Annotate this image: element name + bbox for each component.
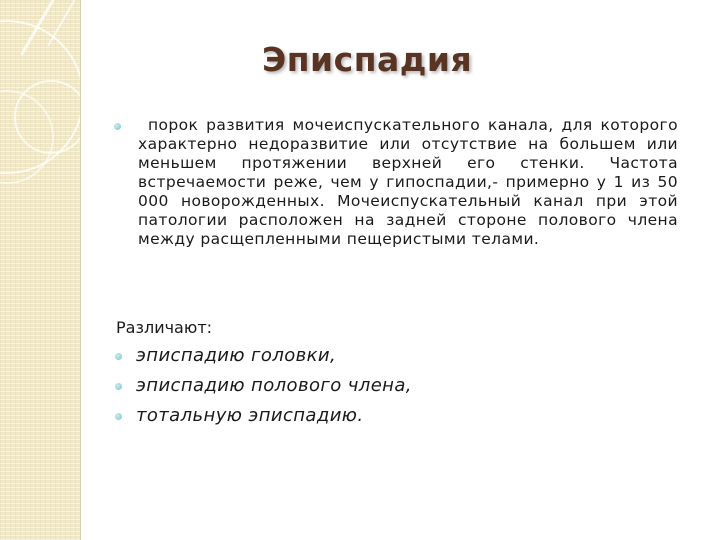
distinguish-label: Различают: — [116, 318, 213, 337]
decorative-side-band — [0, 0, 80, 540]
slide-title: Эписпадия — [262, 40, 473, 79]
list-item: эписпадию полового члена, — [136, 375, 412, 396]
side-band-divider — [80, 0, 81, 540]
definition-paragraph — [138, 116, 678, 249]
bullet-icon — [115, 413, 122, 420]
bullet-icon — [115, 383, 122, 390]
list-item: эписпадию головки, — [136, 345, 337, 366]
decorative-stroke — [47, 0, 79, 46]
list-item: тотальную эписпадию. — [136, 405, 364, 426]
bullet-icon — [114, 123, 121, 130]
bullet-icon — [115, 353, 122, 360]
definition-text: порок развития мочеиспускательного канала, для которого характерно недоразвитие или отсутствие на большем или меньшем протяжении верхней его стенки. Частота встречаемости реже, чем у гипоспадии,- примерно у 1 из 50 000 новорожденных. Мочеиспускательный канал при этой патологии расположен на задней стороне полового члена между расщепленными пещеристыми телами. — [138, 116, 678, 248]
